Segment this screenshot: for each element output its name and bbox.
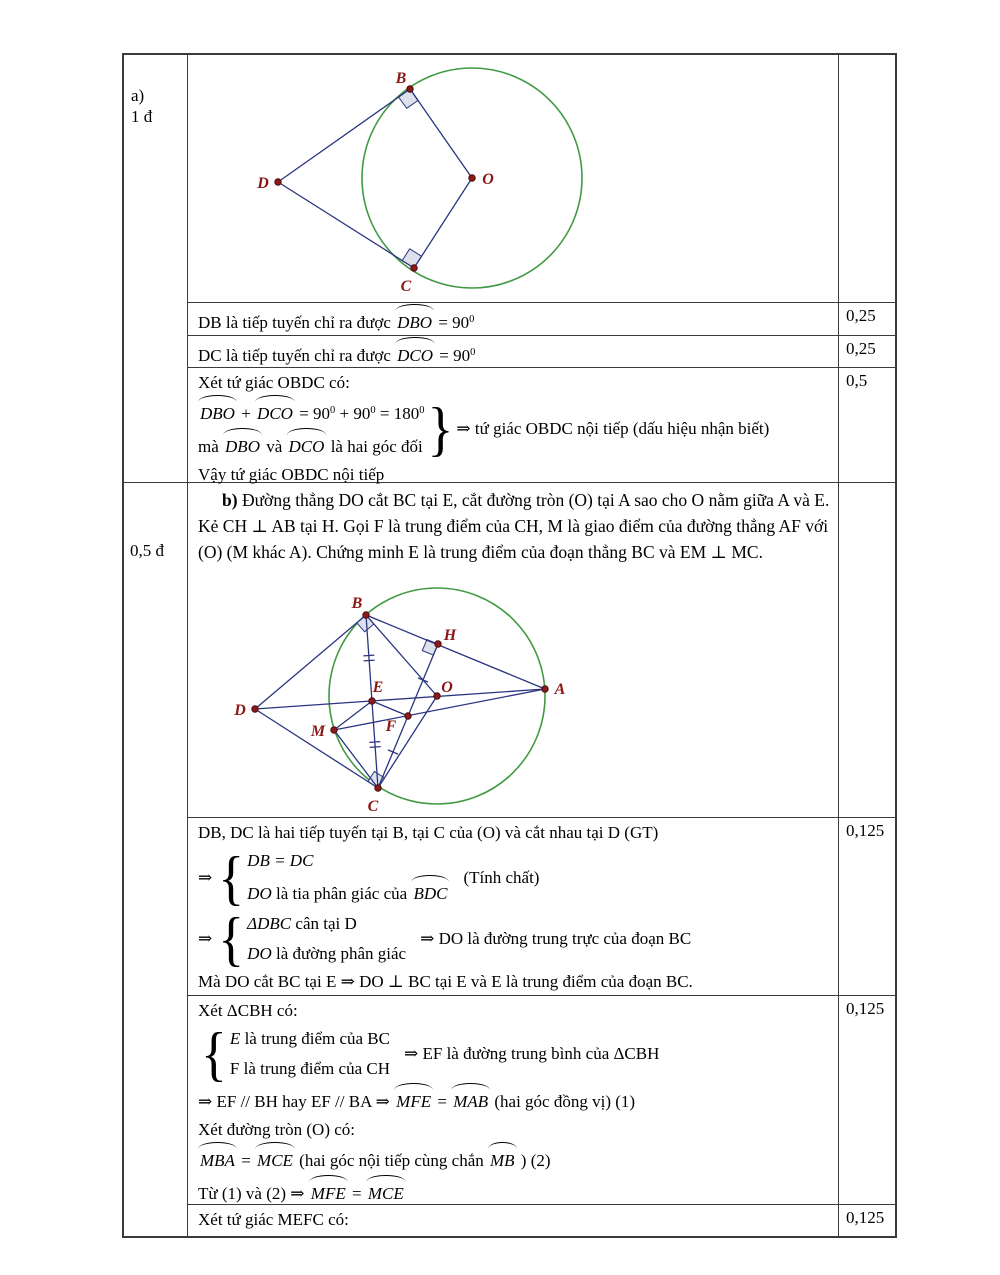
part-b-statement-cell: [188, 483, 838, 817]
row-obdc-cyclic: [188, 368, 895, 483]
statement-dc-tangent: [188, 336, 838, 367]
row-db-tangent: [188, 303, 895, 336]
system-line: ΔDBC cân tại D: [247, 914, 357, 934]
text-line: ⇒ EF // BH hay EF // BA ⇒ MFE = MAB (hai góc đồng vị) (1): [198, 1084, 832, 1117]
svg-text:E: E: [372, 679, 384, 696]
system-line: DO là đường phân giác: [247, 944, 407, 964]
text-line: Xét ΔCBH có:: [198, 1001, 298, 1021]
row-dc-tangent: [188, 336, 895, 368]
implies-symbol: ⇒: [198, 867, 213, 887]
statement-db-tangent: [188, 303, 838, 335]
implies-symbol: ⇒: [198, 929, 213, 949]
score-cell: [838, 483, 895, 817]
svg-text:M: M: [310, 723, 326, 740]
statement-obdc: [188, 368, 838, 482]
system-line: F là trung điểm của CH: [229, 1059, 390, 1079]
score-cell: 0,125: [838, 996, 895, 1204]
solution-table: [122, 53, 897, 1238]
content-rows: [188, 55, 895, 1236]
right-brace: }: [427, 395, 454, 463]
question-label-column: [124, 55, 188, 1236]
score-cell: 0,125: [838, 1205, 895, 1236]
svg-text:F: F: [385, 718, 397, 735]
text-line: Từ (1) và (2) ⇒ MFE = MCE: [198, 1176, 832, 1209]
row-diagram-a: [188, 55, 895, 303]
proof-mefc: [188, 1205, 838, 1236]
system-line: DO là tia phân giác của BDC: [247, 876, 449, 909]
text-line: Xét đường tròn (O) có:: [198, 1120, 356, 1140]
part-b-statement: b) Đường thẳng DO cắt BC tại E, cắt đường tròn (O) tại A sao cho O nằm giữa A và E. Kẻ CH ⊥ AB tại H. Gọi F là trung điểm của CH, M là giao điểm của đường thẳng AF với (O) (M khác A). Chứng minh E là trung điểm của đoạn thẳng BC và EM ⊥ MC.: [198, 490, 830, 562]
score-cell: 0,5: [838, 368, 895, 482]
text-line: Xét tứ giác OBDC có:: [198, 373, 350, 392]
svg-text:C: C: [400, 278, 412, 295]
score-cell: 0,25: [838, 336, 895, 367]
score-cell: [838, 55, 895, 302]
svg-text:H: H: [443, 627, 457, 644]
left-brace: {: [218, 905, 245, 973]
system-line: DB = DC: [247, 851, 314, 871]
circle-diagram-a: [188, 55, 838, 302]
text-line: Mà DO cắt BC tại E ⇒ DO ⊥ BC tại E và E là trung điểm của đoạn BC.: [198, 972, 693, 992]
row-mefc: [188, 1205, 895, 1236]
proof-cbh: [188, 996, 838, 1204]
part-a-label-cell: [124, 55, 187, 483]
svg-text:O: O: [482, 171, 494, 188]
part-a-points: 1 đ: [131, 107, 153, 126]
row-part-b: [188, 483, 895, 818]
svg-text:O: O: [441, 679, 453, 696]
system-1: [198, 843, 832, 912]
score-cell: 0,25: [838, 303, 895, 335]
system-conclusion: ⇒ DO là đường trung trực của đoạn BC: [420, 929, 692, 949]
text-line: DC là tiếp tuyến chỉ ra được DCO = $90^0$: [198, 338, 832, 371]
part-a-label: a): [131, 86, 145, 105]
text-line: MBA = MCE (hai góc nội tiếp cùng chắn MB ) (2): [198, 1143, 832, 1176]
svg-text:C: C: [367, 798, 379, 815]
system-2: [198, 905, 832, 973]
score-cell: 0,125: [838, 818, 895, 995]
system-note: (Tính chất): [463, 867, 540, 887]
svg-text:B: B: [395, 70, 407, 87]
system-3: [198, 1020, 832, 1088]
text-line: DB, DC là hai tiếp tuyến tại B, tại C của (O) và cắt nhau tại D (GT): [198, 823, 659, 843]
equation-group: [198, 396, 832, 462]
left-brace: {: [218, 843, 245, 912]
circle-diagram-b: [188, 577, 838, 827]
svg-text:D: D: [257, 175, 269, 192]
left-brace: {: [201, 1020, 227, 1088]
row-cbh: [188, 996, 895, 1205]
part-b-label-cell: [124, 483, 187, 1236]
equation-line: mà DBO và DCO là hai góc đối: [198, 429, 424, 462]
conclusion-text: ⇒ tứ giác OBDC nội tiếp (dấu hiệu nhận biết): [456, 419, 770, 438]
row-tangent-pair: [188, 818, 895, 996]
proof-tangent-pair: [188, 818, 838, 995]
system-line: E là trung điểm của BC: [229, 1029, 390, 1049]
text-line: Xét tứ giác MEFC có:: [198, 1210, 349, 1230]
text-line: Vậy tứ giác OBDC nội tiếp: [198, 465, 385, 484]
part-b-points: 0,5 đ: [130, 541, 164, 560]
text-line: DB là tiếp tuyến chỉ ra được DBO = $90^0$: [198, 305, 832, 338]
svg-text:D: D: [234, 702, 246, 719]
svg-text:A: A: [554, 681, 566, 698]
svg-text:B: B: [351, 595, 363, 612]
system-conclusion: ⇒ EF là đường trung bình của ΔCBH: [403, 1044, 660, 1064]
equation-line: DBO + DCO = $90^0 + 90^0 = 180^0$: [198, 396, 424, 429]
